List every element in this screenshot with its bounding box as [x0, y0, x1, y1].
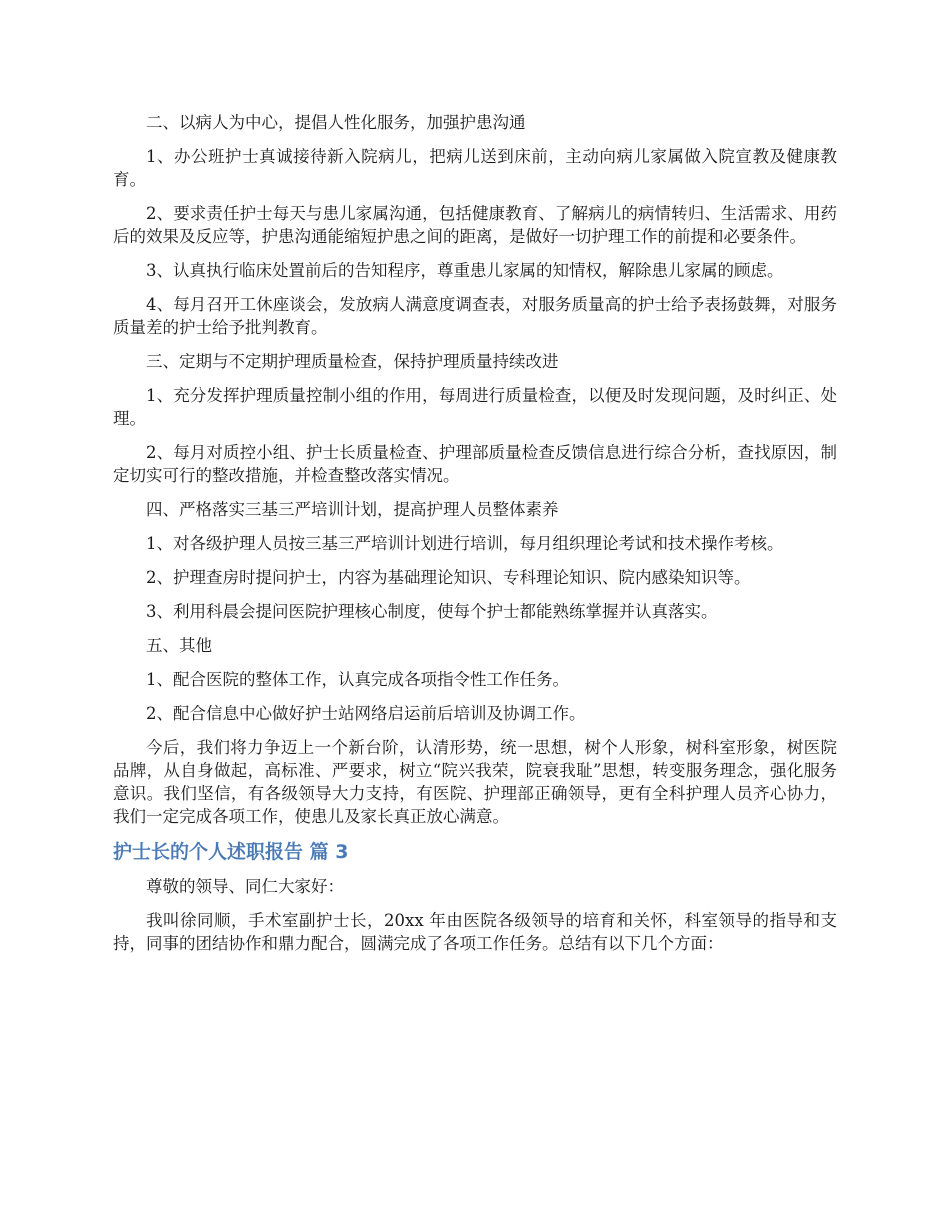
paragraph: 3、认真执行临床处置前后的告知程序，尊重患儿家属的知情权，解除患儿家属的顾虑。 [146, 261, 784, 280]
paragraph: 2、每月对质控小组、护士长质量检查、护理部质量检查反馈信息进行综合分析，查找原因，制定切实可行的整改措施，并检查整改落实情况。 [113, 443, 837, 485]
document-body [113, 111, 837, 966]
paragraph: 3、利用科晨会提问医院护理核心制度，使每个护士都能熟练掌握并认真落实。 [146, 602, 718, 621]
closing-paragraph: 今后，我们将力争迈上一个新台阶，认清形势，统一思想，树个人形象，树科室形象，树医院品牌，从自身做起，高标准、严要求，树立“院兴我荣，院衰我耻”思想，转变服务理念，强化服务意识。我们坚信，有各级领导大力支持，有医院、护理部正确领导，更有全科护理人员齐心协力，我们一定完成各项工作，使患儿及家长真正放心满意。 [113, 738, 837, 826]
section-four-heading: 四、严格落实三基三严培训计划，提高护理人员整体素养 [146, 500, 559, 519]
paragraph: 2、配合信息中心做好护士站网络启运前后培训及协调工作。 [146, 704, 586, 723]
paragraph: 1、对各级护理人员按三基三严培训计划进行培训，每月组织理论考试和技术操作考核。 [146, 534, 784, 553]
paragraph: 1、办公班护士真诚接待新入院病儿，把病儿送到床前，主动向病儿家属做入院宣教及健康教育。 [113, 147, 837, 189]
paragraph: 1、充分发挥护理质量控制小组的作用，每周进行质量检查，以便及时发现问题，及时纠正、处理。 [113, 386, 837, 428]
paragraph: 2、护理查房时提问护士，内容为基础理论知识、专科理论知识、院内感染知识等。 [146, 568, 751, 587]
paragraph: 我叫徐同顺，手术室副护士长，20xx 年由医院各级领导的培育和关怀，科室领导的指导和支持，同事的团结协作和鼎力配合，圆满完成了各项工作任务。总结有以下几个方面： [113, 911, 837, 953]
paragraph: 2、要求责任护士每天与患儿家属沟通，包括健康教育、了解病儿的病情转归、生活需求、用药后的效果及反应等，护患沟通能缩短护患之间的距离，是做好一切护理工作的前提和必要条件。 [113, 204, 837, 246]
greeting-paragraph: 尊敬的领导、同仁大家好： [146, 877, 344, 896]
report-section-title: 护士长的个人述职报告 篇 3 [113, 841, 349, 863]
paragraph: 1、配合医院的整体工作，认真完成各项指令性工作任务。 [146, 670, 569, 689]
section-two-heading: 二、以病人为中心，提倡人性化服务，加强护患沟通 [146, 113, 526, 132]
paragraph: 4、每月召开工休座谈会，发放病人满意度调查表，对服务质量高的护士给予表扬鼓舞，对服务质量差的护士给予批判教育。 [113, 295, 837, 337]
section-five-heading: 五、其他 [146, 636, 212, 655]
section-three-heading: 三、定期与不定期护理质量检查，保持护理质量持续改进 [146, 352, 559, 371]
